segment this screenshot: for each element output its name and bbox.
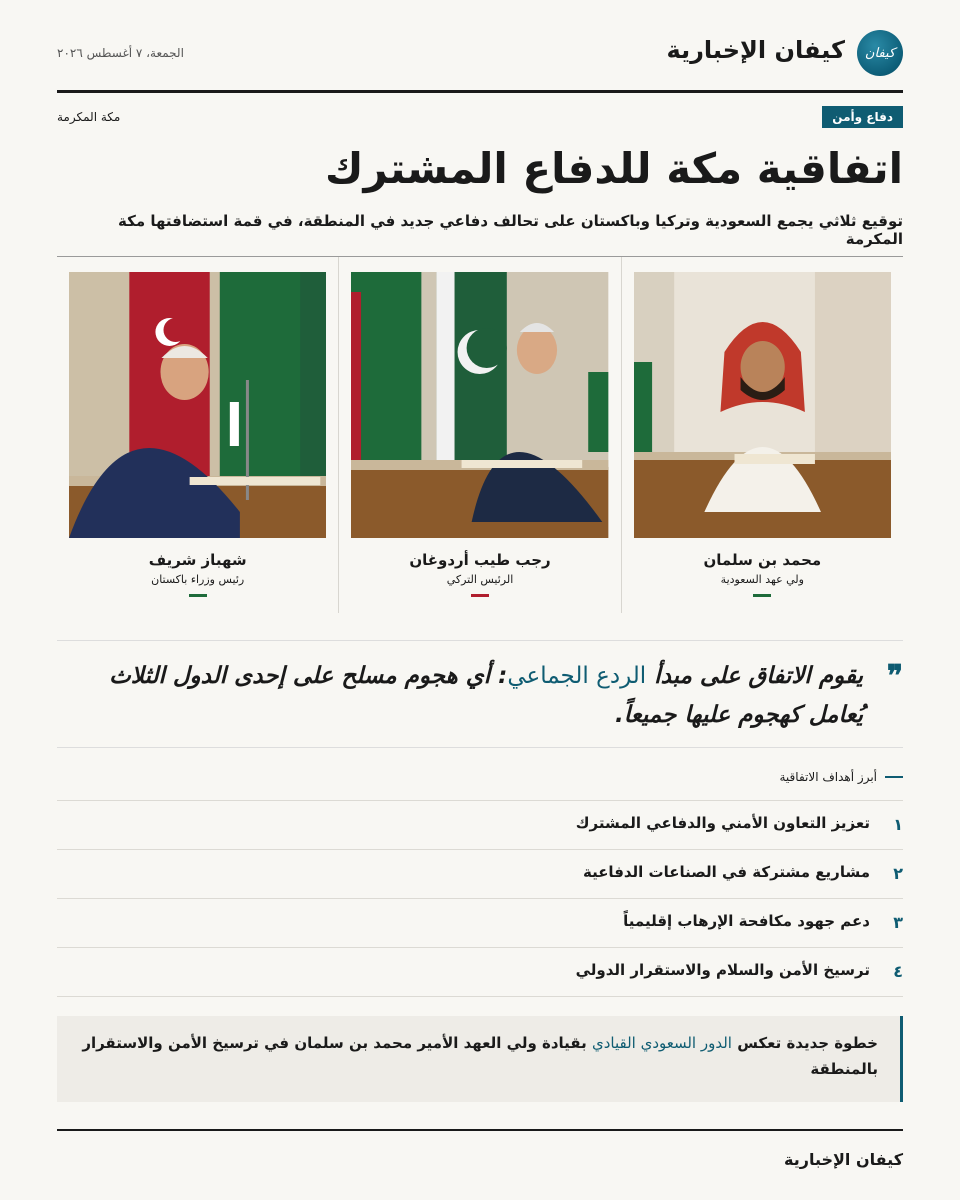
goal-text: دعم جهود مكافحة الإرهاب إقليمياً [623,912,870,930]
headline: اتفاقية مكة للدفاع المشترك [324,144,903,193]
quote-icon: ❞ [886,659,903,694]
quote-text-end: : أي هجوم مسلح على إحدى الدول الثلاث يُعامل كهجوم عليها جميعاً. [109,663,863,729]
goal-text: ترسيخ الأمن والسلام والاستقرار الدولي [575,961,870,979]
brand-logo[interactable] [857,30,903,76]
footer-rule [57,1129,903,1131]
callout-text [75,1030,878,1083]
goal-number: ١ [893,815,903,834]
leader-name: محمد بن سلمان [703,551,822,569]
callout-box [57,1016,903,1102]
category-badge[interactable]: دفاع وأمن [822,106,903,128]
logo-text: كيفان [864,45,896,61]
leader-accent-line [471,594,489,597]
divider [57,640,903,641]
footer-brand[interactable]: كيفان الإخبارية [784,1150,903,1169]
masthead [57,30,903,78]
goals-heading [780,770,904,784]
list-item [57,947,903,997]
leaders-gallery [57,257,903,613]
callout-highlight: الدور السعودي القيادي [591,1034,732,1052]
goals-list [57,800,903,997]
goal-text: مشاريع مشتركة في الصناعات الدفاعية [582,863,870,881]
list-item [57,800,903,849]
article-page [57,0,903,1200]
leader-name: شهباز شريف [148,551,247,569]
publish-date: الجمعة، ٧ أغسطس ٢٠٢٦ [57,46,184,60]
quote-text [97,657,863,735]
brand-name[interactable]: كيفان الإخبارية [666,36,845,64]
list-item [57,898,903,947]
goal-text: تعزيز التعاون الأمني والدفاعي المشترك [575,814,870,832]
goal-number: ٣ [893,913,903,932]
goal-number: ٢ [893,864,903,883]
leader-card [338,257,620,613]
callout-text-end: بقيادة ولي العهد الأمير محمد بن سلمان في ترسيخ الأمن والاستقرار بالمنطقة [82,1034,878,1079]
callout-text-start: خطوة جديدة تعكس [731,1034,878,1052]
leader-accent-line [189,594,207,597]
goal-number: ٤ [893,962,903,981]
quote-highlight: الردع الجماعي [507,663,647,689]
leader-photo[interactable] [351,272,608,538]
leader-role: الرئيس التركي [446,573,514,586]
pull-quote [57,655,903,735]
subheadline: توقيع ثلاثي يجمع السعودية وتركيا وباكستان على تحالف دفاعي جديد في المنطقة، في قمة استضافتها مكة المكرمة [118,212,903,248]
leader-card [57,257,338,613]
header-rule [57,90,903,93]
quote-text-start: يقوم الاتفاق على مبدأ [646,663,863,689]
leader-accent-line [753,594,771,597]
leader-role: ولي عهد السعودية [720,573,804,586]
leader-card [621,257,903,613]
leader-photo[interactable] [634,272,891,538]
goals-heading-text: أبرز أهداف الاتفاقية [779,770,877,784]
list-item [57,849,903,898]
divider [57,747,903,748]
leader-name: رجب طيب أردوغان [409,551,551,569]
location-label: مكة المكرمة [57,110,121,124]
leader-photo[interactable] [69,272,326,538]
leader-role: رئيس وزراء باكستان [151,573,245,586]
dash-icon [885,776,903,778]
